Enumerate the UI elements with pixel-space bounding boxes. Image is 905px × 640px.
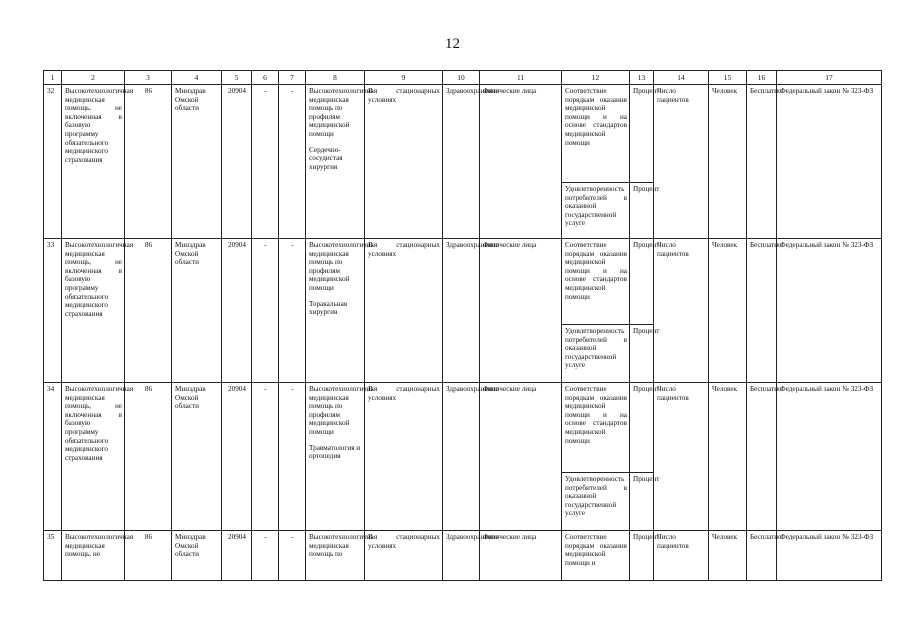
payment-type: Бесплатно <box>747 238 777 382</box>
column-header: 8 <box>306 71 365 85</box>
service-sphere: Здравоохранение <box>443 238 480 382</box>
agency-code: 20904 <box>222 238 252 382</box>
quality-indicator: Соответствие порядкам оказания медицинской помощи и на основе стандартов медицинской помощи <box>562 84 630 182</box>
column-header: 1 <box>44 71 62 85</box>
indicator-unit: Процент <box>630 324 654 382</box>
consumer-category: Физические лица <box>480 530 562 580</box>
volume-indicator: Число пациентов <box>654 530 709 580</box>
quality-indicator: Соответствие порядкам оказания медицинской помощи и <box>562 530 630 580</box>
page-number: 12 <box>445 36 460 52</box>
quality-indicator: Удовлетворенность потребителей в оказанной государственной услуге <box>562 324 630 382</box>
column-6-value: - <box>252 530 279 580</box>
column-header: 16 <box>747 71 777 85</box>
table-row <box>44 84 882 182</box>
row-number: 35 <box>44 530 62 580</box>
service-content <box>306 238 378 382</box>
column-7-value: - <box>279 530 306 580</box>
column-header: 13 <box>630 71 654 85</box>
volume-indicator: Число пациентов <box>654 84 709 238</box>
header-row <box>44 71 882 85</box>
quality-indicator: Соответствие порядкам оказания медицинской помощи и на основе стандартов медицинской помощи <box>562 238 630 324</box>
agency-name: Минздрав Омской области <box>172 530 222 580</box>
agency-name: Минздрав Омской области <box>172 382 222 530</box>
column-header: 6 <box>252 71 279 85</box>
agency-name: Минздрав Омской области <box>172 238 222 382</box>
service-condition: В стационарных условиях <box>365 238 443 382</box>
indicator-unit: Процент <box>630 182 654 238</box>
content-text: Высокотехнологичная медицинская помощь по профилям медицинской помощи <box>309 384 378 437</box>
volume-unit: Человек <box>709 84 747 238</box>
column-header: 2 <box>62 71 125 85</box>
table-row <box>44 238 882 324</box>
service-code: 86 <box>125 84 172 238</box>
service-sphere: Здравоохранение <box>443 382 480 530</box>
service-code: 86 <box>125 238 172 382</box>
service-condition: В стационарных условиях <box>365 530 443 580</box>
agency-name: Минздрав Омской области <box>172 84 222 238</box>
service-name: Высокотехнологичная медицинская помощь, не включенная в базовую программу обязательного медицинского страхования <box>62 84 125 238</box>
column-header: 17 <box>777 71 882 85</box>
quality-indicator: Соответствие порядкам оказания медицинской помощи и на основе стандартов медицинской помощи <box>562 382 630 472</box>
legal-basis: Федеральный закон № 323-ФЗ <box>777 382 882 530</box>
indicator-unit: Процент <box>630 84 654 182</box>
column-7-value: - <box>279 382 306 530</box>
volume-indicator: Число пациентов <box>654 238 709 382</box>
volume-unit: Человек <box>709 530 747 580</box>
column-header: 4 <box>172 71 222 85</box>
indicator-unit: Процент <box>630 472 654 530</box>
consumer-category: Физические лица <box>480 84 562 238</box>
service-content <box>306 530 378 580</box>
service-code: 86 <box>125 382 172 530</box>
legal-basis: Федеральный закон № 323-ФЗ <box>777 530 882 580</box>
service-sphere: Здравоохранение <box>443 530 480 580</box>
service-name: Высокотехнологичная медицинская помощь, не <box>62 530 125 580</box>
service-content <box>306 84 378 238</box>
content-text: Высокотехнологичная медицинская помощь по профилям медицинской помощи <box>309 240 378 293</box>
column-header: 7 <box>279 71 306 85</box>
profile-text: Травматология и ортопедия <box>309 443 361 461</box>
services-table <box>43 70 882 581</box>
column-header: 11 <box>480 71 562 85</box>
indicator-unit: Процент <box>630 238 654 324</box>
consumer-category: Физические лица <box>480 238 562 382</box>
table-row <box>44 530 882 580</box>
agency-code: 20904 <box>222 84 252 238</box>
indicator-unit: Процент <box>630 530 654 580</box>
profile-text: Сердечно-сосудистая хирургия <box>309 145 343 171</box>
volume-unit: Человек <box>709 238 747 382</box>
service-name: Высокотехнологичная медицинская помощь, не включенная в базовую программу обязательного медицинского страхования <box>62 382 125 530</box>
volume-unit: Человек <box>709 382 747 530</box>
service-sphere: Здравоохранение <box>443 84 480 238</box>
legal-basis: Федеральный закон № 323-ФЗ <box>777 84 882 238</box>
service-condition: В стационарных условиях <box>365 382 443 530</box>
row-number: 33 <box>44 238 62 382</box>
column-header: 12 <box>562 71 630 85</box>
quality-indicator: Удовлетворенность потребителей в оказанной государственной услуге <box>562 472 630 530</box>
column-header: 10 <box>443 71 480 85</box>
column-header: 14 <box>654 71 709 85</box>
payment-type: Бесплатно <box>747 382 777 530</box>
service-name: Высокотехнологичная медицинская помощь, не включенная в базовую программу обязательного медицинского страхования <box>62 238 125 382</box>
column-header: 3 <box>125 71 172 85</box>
column-6-value: - <box>252 238 279 382</box>
agency-code: 20904 <box>222 530 252 580</box>
service-condition: В стационарных условиях <box>365 84 443 238</box>
column-header: 5 <box>222 71 252 85</box>
row-number: 32 <box>44 84 62 238</box>
quality-indicator: Удовлетворенность потребителей в оказанной государственной услуге <box>562 182 630 238</box>
payment-type: Бесплатно <box>747 84 777 238</box>
service-content <box>306 382 378 530</box>
column-7-value: - <box>279 84 306 238</box>
agency-code: 20904 <box>222 382 252 530</box>
column-header: 9 <box>365 71 443 85</box>
payment-type: Бесплатно <box>747 530 777 580</box>
column-6-value: - <box>252 382 279 530</box>
service-code: 86 <box>125 530 172 580</box>
indicator-unit: Процент <box>630 382 654 472</box>
content-text: Высокотехнологичная медицинская помощь по профилям медицинской помощи <box>309 86 378 139</box>
table-row <box>44 382 882 472</box>
row-number: 34 <box>44 382 62 530</box>
column-7-value: - <box>279 238 306 382</box>
column-6-value: - <box>252 84 279 238</box>
content-text: Высокотехнологичная медицинская помощь по <box>309 532 378 559</box>
column-header: 15 <box>709 71 747 85</box>
legal-basis: Федеральный закон № 323-ФЗ <box>777 238 882 382</box>
consumer-category: Физические лица <box>480 382 562 530</box>
profile-text: Торакальная хирургия <box>309 299 348 317</box>
volume-indicator: Число пациентов <box>654 382 709 530</box>
